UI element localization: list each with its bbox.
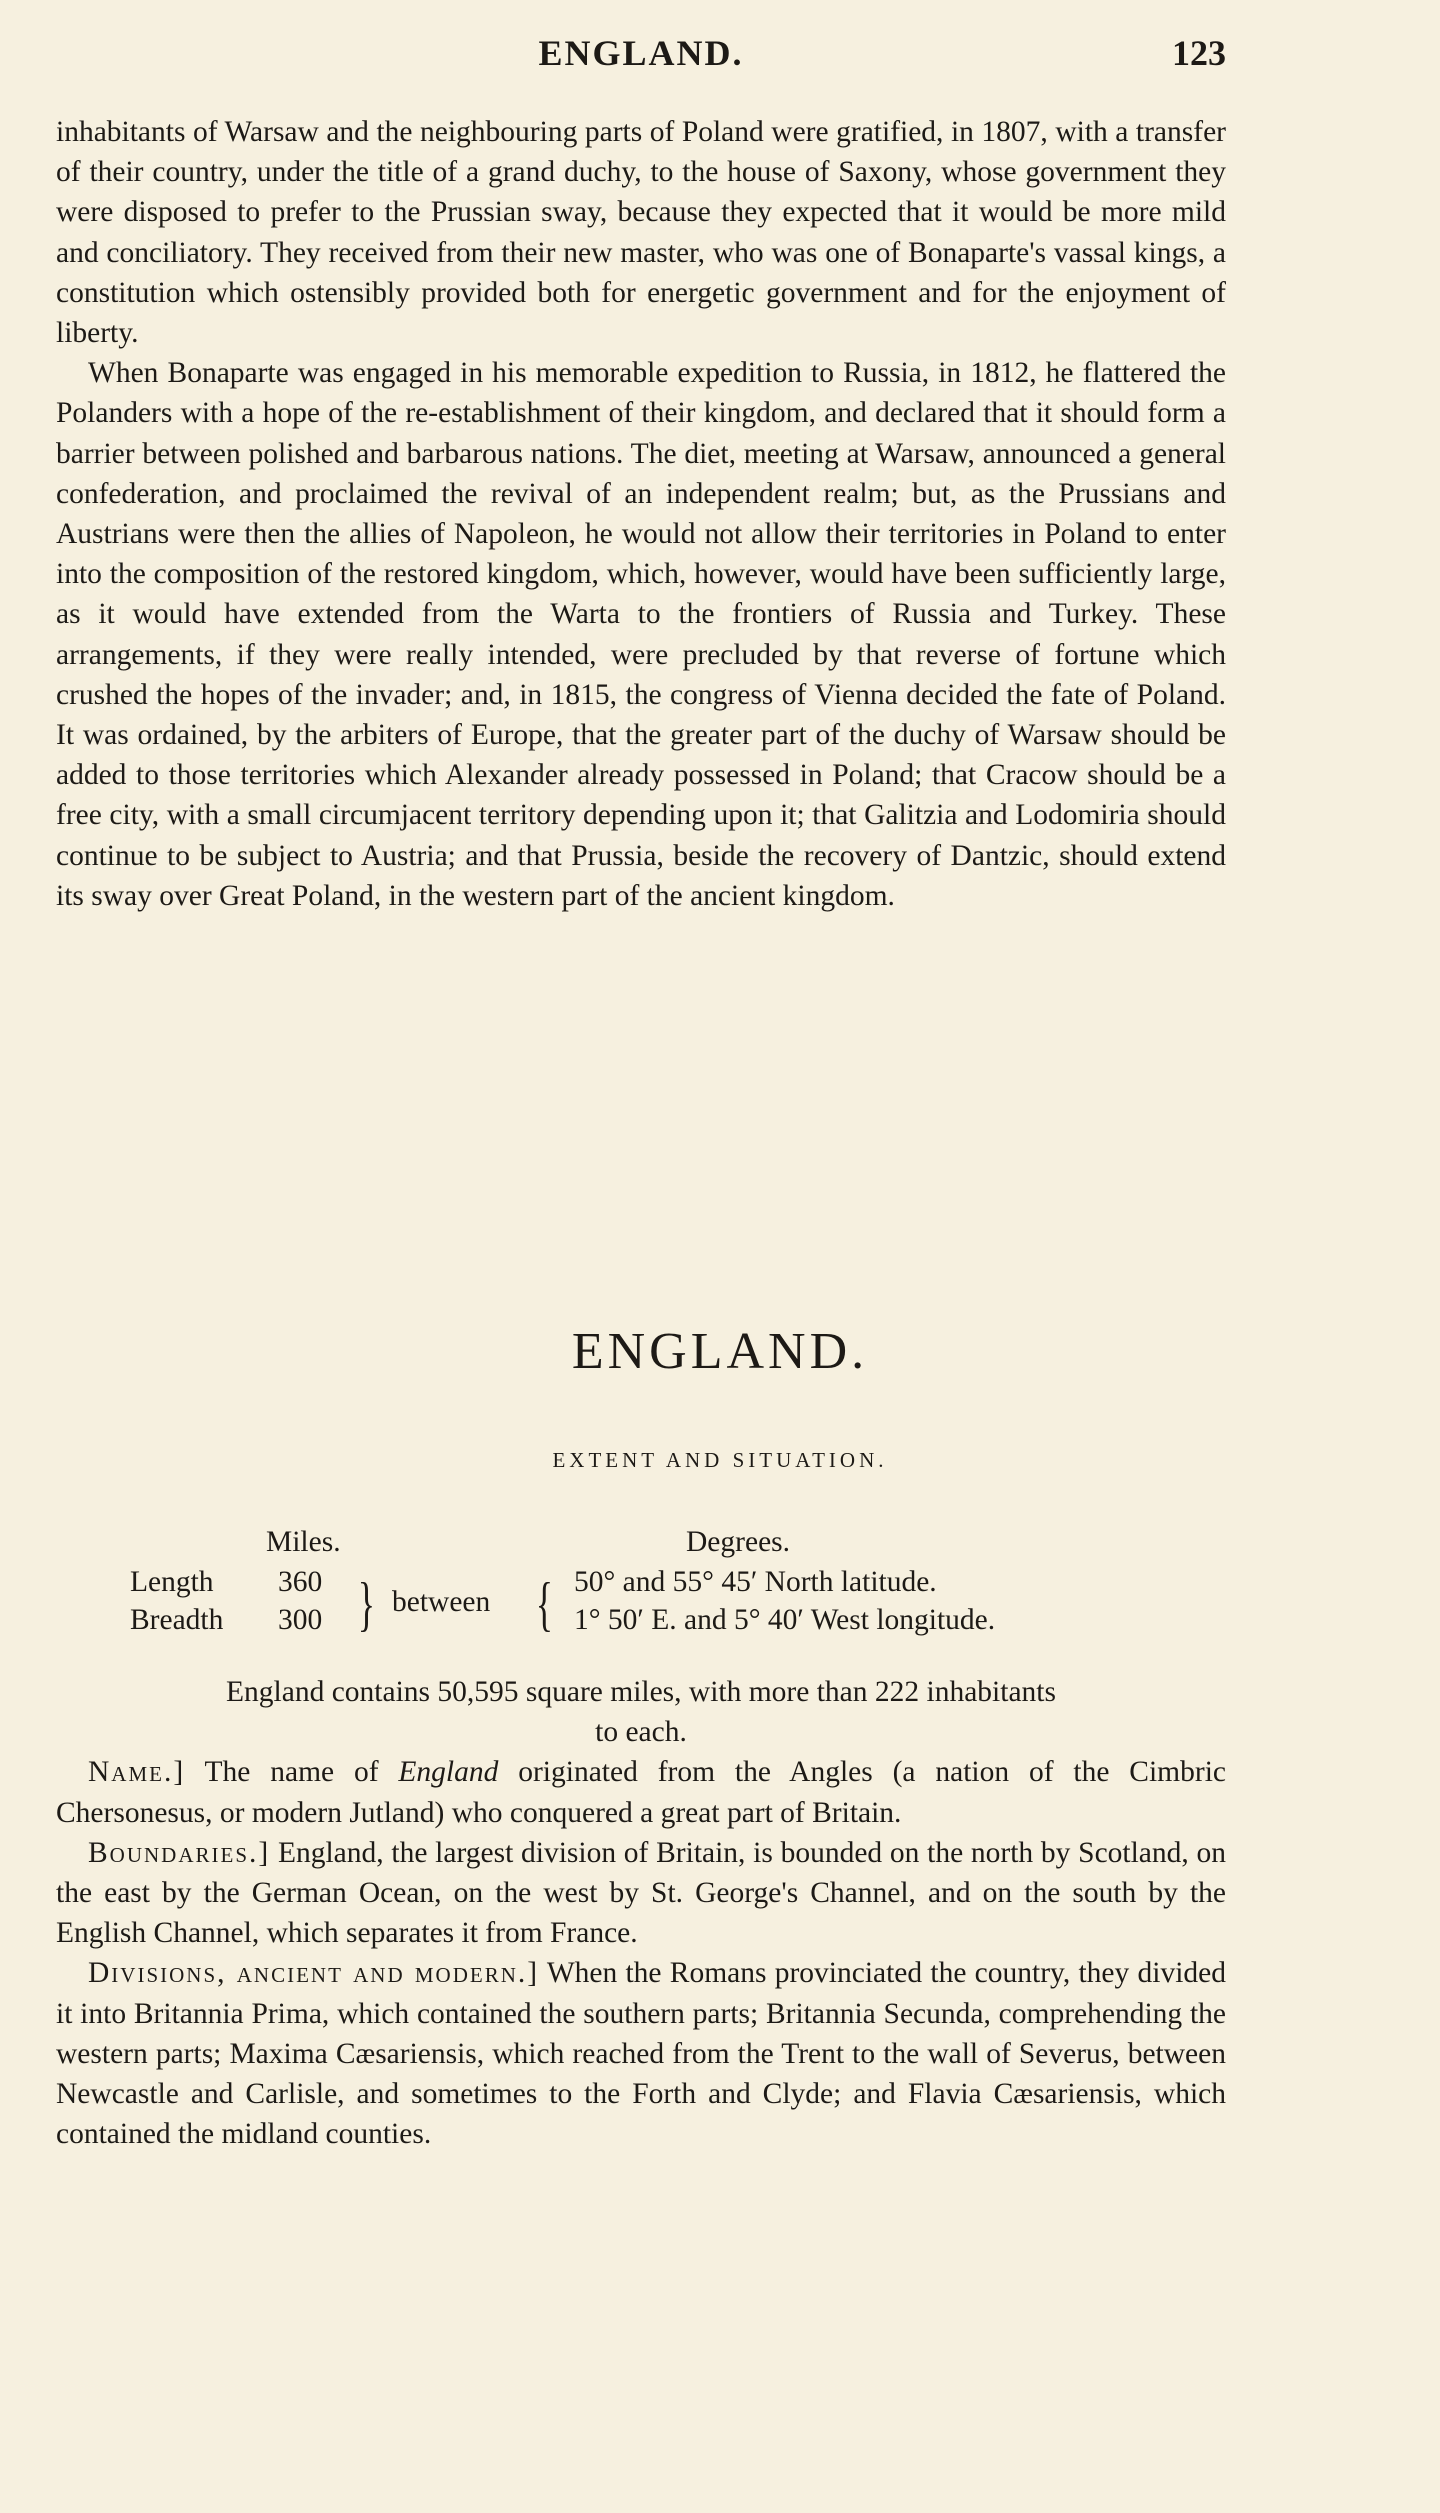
divisions-heading: Divisions, ancient and modern.] <box>88 1957 540 1990</box>
extent-table <box>130 1520 1210 1650</box>
boundaries-heading: Boundaries.] <box>88 1836 271 1869</box>
divisions-paragraph <box>56 1953 1226 2154</box>
divisions-text: When the Romans provinciated the country, they divided it into Britannia Prima, which contained the southern parts; Britannia Secunda, comprehending the western parts; Maxima Cæsariensis, which reached from the Trent to the wall of Severus, between Newcastle and Carlisle, and sometimes to the Forth and Clyde; and Flavia Cæsariensis, which contained the midland counties. <box>56 1957 1226 2151</box>
degrees-header: Degrees. <box>686 1526 791 1558</box>
length-degrees: 50° and 55° 45′ North latitude. <box>574 1566 937 1598</box>
name-heading: Name.] <box>88 1756 186 1789</box>
running-head <box>56 32 1226 82</box>
section-subtitle: EXTENT AND SITUATION. <box>552 1448 888 1472</box>
poland-paragraph-2: When Bonaparte was engaged in his memorable expedition to Russia, in 1812, he flattered the Polanders with a hope of the re-establishment of their kingdom, and declared that it should form a barrier between polished and barbarous nations. The diet, meeting at Warsaw, announced a general confederation, and proclaimed the revival of an independent realm; but, as the Prussians and Austrians were then the allies of Napoleon, he would not allow their territories in Poland to enter into the composition of the restored kingdom, which, however, would have been sufficiently large, as it would have extended from the Warta to the frontiers of Russia and Turkey. These arrangements, if they were really intended, were precluded by that reverse of fortune which crushed the hopes of the invader; and, in 1815, the congress of Vienna decided the fate of Poland. It was ordained, by the arbiters of Europe, that the greater part of the duchy of Warsaw should be added to those territories which Alexander already possessed in Poland; that Cracow should be a free city, with a small circumjacent territory depending upon it; that Galitzia and Lodomiria should continue to be subject to Austria; and that Prussia, beside the recovery of Dantzic, should extend its sway over Great Poland, in the western part of the ancient kingdom. <box>56 357 1226 912</box>
england-section <box>56 1672 1226 2154</box>
running-head-title: ENGLAND. <box>538 33 744 73</box>
breadth-label: Breadth <box>130 1604 224 1636</box>
section-title: ENGLAND. <box>571 1323 869 1380</box>
left-brace-icon: { <box>535 1571 554 1637</box>
contains-line-2: to each. <box>595 1716 687 1749</box>
miles-header: Miles. <box>266 1526 341 1558</box>
name-text-italic: England <box>398 1756 499 1789</box>
page-number: 123 <box>1172 33 1226 73</box>
name-text-2: originated from the Angles (a nation of the Cimbric Chersonesus, or modern Jutland) who conquered a great part of Britain. <box>56 1756 1226 1829</box>
between-label: between <box>392 1586 491 1618</box>
boundaries-text: England, the largest division of Britain, is bounded on the north by Scotland, on the east by the German Ocean, on the west by St. George's Channel, and on the south by the English Channel, which separates it from France. <box>56 1836 1227 1950</box>
poland-paragraph-1: inhabitants of Warsaw and the neighbouring parts of Poland were gratified, in 1807, with a transfer of their country, under the title of a grand duchy, to the house of Saxony, whose government they were disposed to prefer to the Prussian sway, because they expected that it would be more mild and conciliatory. They received from their new master, who was one of Bonaparte's vassal kings, a constitution which ostensibly provided both for energetic government and for the enjoyment of liberty. <box>56 116 1226 350</box>
length-label: Length <box>130 1566 214 1598</box>
breadth-degrees: 1° 50′ E. and 5° 40′ West longitude. <box>574 1604 996 1636</box>
breadth-miles: 300 <box>278 1604 323 1636</box>
length-miles: 360 <box>278 1566 323 1598</box>
contains-line-1: England contains 50,595 square miles, with more than 222 inhabitants <box>226 1676 1056 1708</box>
name-paragraph <box>56 1752 1226 1832</box>
poland-section <box>56 112 1226 916</box>
name-text-1: The name of <box>204 1756 399 1789</box>
right-brace-icon: } <box>357 1571 376 1637</box>
boundaries-paragraph <box>56 1833 1226 1954</box>
